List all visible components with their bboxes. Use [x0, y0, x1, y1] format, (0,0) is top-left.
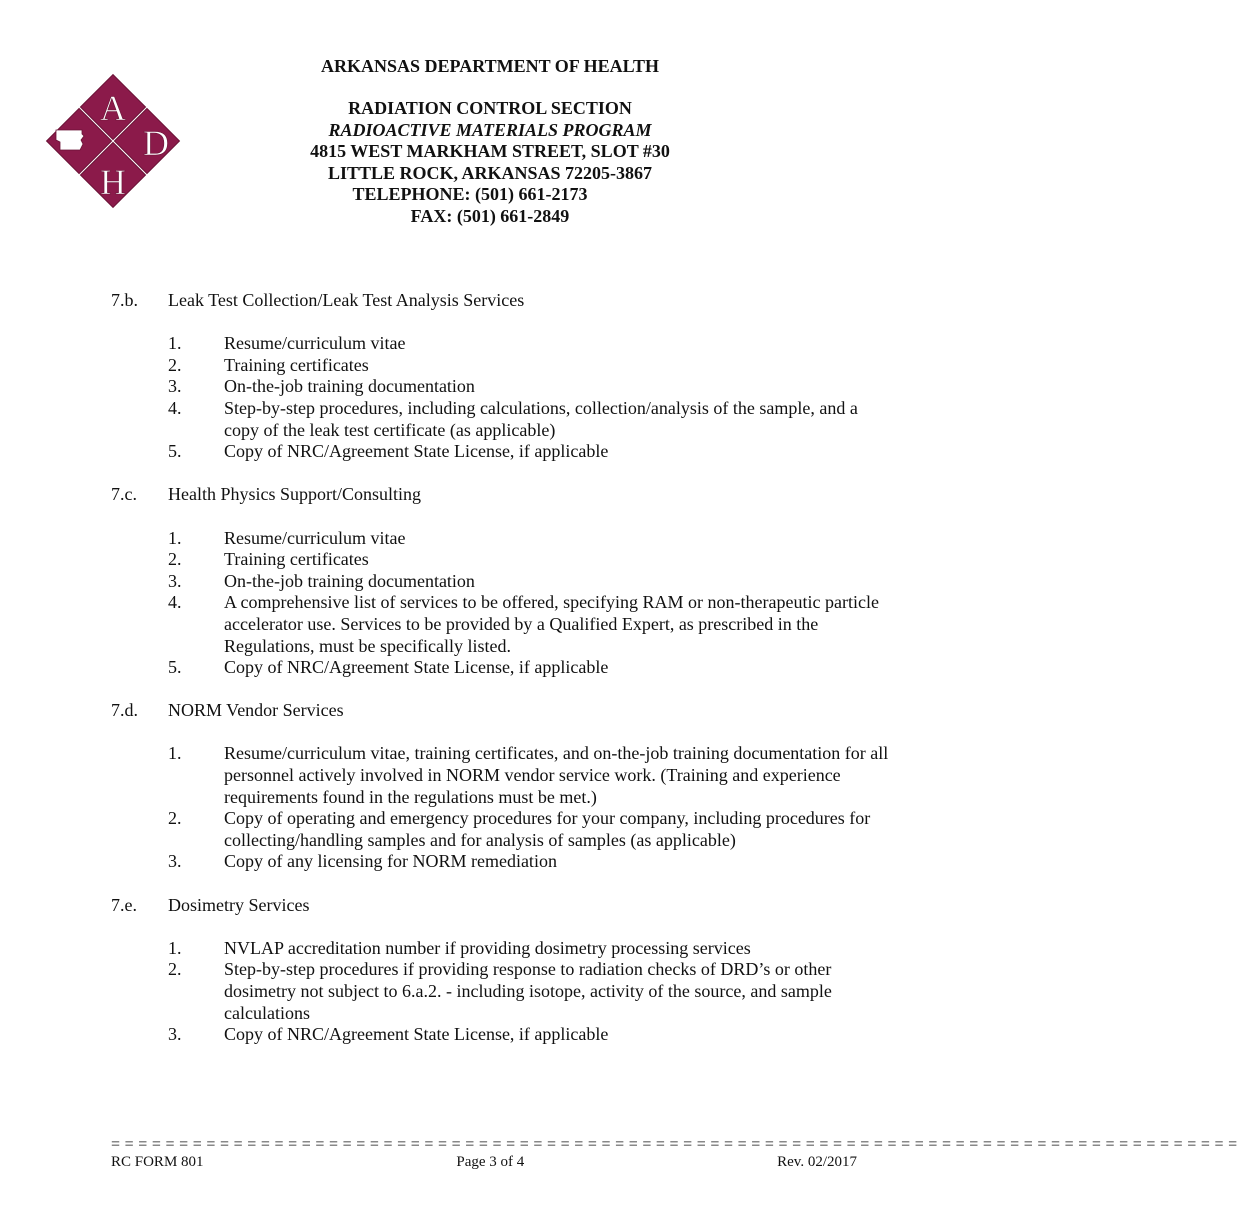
- item-text: Copy of NRC/Agreement State License, if applicable: [224, 1024, 609, 1045]
- list-item: [111, 333, 891, 355]
- item-number: 5.: [168, 657, 182, 678]
- arkansas-state-shape: [56, 130, 84, 150]
- item-number: 3.: [168, 376, 182, 397]
- section-number: 7.e.: [111, 894, 137, 915]
- item-text: Resume/curriculum vitae, training certificates, and on-the-job training documentation for all personnel actively involved in NORM vendor service work. (Training and experience requirements found in the regulations must be met.): [224, 743, 889, 807]
- item-number: 2.: [168, 354, 182, 375]
- item-text: A comprehensive list of services to be offered, specifying RAM or non-therapeutic particle accelerator use. Services to be provided by a Qualified Expert, as prescribed in the Regulations, must be specifically listed.: [224, 592, 879, 656]
- adh-logo: [42, 70, 184, 212]
- section-heading: [111, 290, 891, 312]
- list-item: [111, 851, 891, 873]
- item-text: Copy of NRC/Agreement State License, if applicable: [224, 441, 609, 462]
- section-title: NORM Vendor Services: [168, 700, 344, 721]
- logo-letter-h: H: [100, 162, 126, 202]
- section-title: Leak Test Collection/Leak Test Analysis Services: [168, 290, 525, 310]
- item-number: 1.: [168, 527, 182, 548]
- street-address: 4815 WEST MARKHAM STREET, SLOT #30: [310, 141, 670, 162]
- footer: [111, 1154, 857, 1171]
- item-text: On-the-job training documentation: [224, 376, 475, 397]
- item-number: 1.: [168, 743, 182, 764]
- item-text: On-the-job training documentation: [224, 570, 475, 591]
- requirement-list: [111, 743, 891, 873]
- list-item: [111, 549, 891, 571]
- list-item: [111, 441, 891, 463]
- revision-date: Rev. 02/2017: [777, 1154, 857, 1170]
- requirement-list: [111, 938, 891, 1046]
- section-number: 7.d.: [111, 700, 138, 721]
- item-number: 4.: [168, 592, 182, 613]
- list-item: [111, 808, 891, 851]
- telephone: TELEPHONE: (501) 661-2173: [352, 184, 588, 205]
- section-title: Dosimetry Services: [168, 894, 310, 915]
- item-number: 2.: [168, 549, 182, 570]
- form-number: RC FORM 801: [111, 1154, 204, 1170]
- list-item: [111, 398, 891, 441]
- list-item: [111, 959, 891, 1024]
- footer-rule: = = = = = = = = = = = = = = = = = = = = = = = = = = = = = = = = = = = = = = = = = = = = = = = = = = = = = = = = = = = = = = = = = = = = = = = = = = = = = = = = = = =: [111, 1136, 1237, 1153]
- item-text: Training certificates: [224, 354, 369, 375]
- item-number: 3.: [168, 1024, 182, 1045]
- item-number: 2.: [168, 808, 182, 829]
- section-heading: [111, 895, 891, 917]
- requirement-list: [111, 333, 891, 463]
- logo-letter-d: D: [143, 123, 169, 163]
- fax: FAX: (501) 661-2849: [410, 205, 570, 226]
- item-number: 1.: [168, 937, 182, 958]
- item-text: NVLAP accreditation number if providing dosimetry processing services: [224, 937, 751, 958]
- item-text: Copy of NRC/Agreement State License, if applicable: [224, 657, 609, 678]
- section-title: Health Physics Support/Consulting: [168, 484, 422, 505]
- section-7b: [111, 290, 891, 463]
- section-7e: [111, 895, 891, 1046]
- section-7d: [111, 700, 891, 873]
- item-text: Step-by-step procedures if providing response to radiation checks of DRD’s or other dosimetry not subject to 6.a.2. - including isotope, activity of the source, and sample calculations: [224, 959, 832, 1023]
- list-item: [111, 571, 891, 593]
- requirement-list: [111, 528, 891, 679]
- agency-name: ARKANSAS DEPARTMENT OF HEALTH: [321, 56, 659, 76]
- list-item: [111, 938, 891, 960]
- list-item: [111, 1024, 891, 1046]
- section-heading: [111, 700, 891, 722]
- list-item: [111, 657, 891, 679]
- address-block: [260, 98, 720, 228]
- item-number: 2.: [168, 959, 182, 980]
- item-number: 1.: [168, 333, 182, 354]
- section-name: RADIATION CONTROL SECTION: [348, 98, 632, 118]
- item-text: Copy of operating and emergency procedures for your company, including procedures for collecting/handling samples and for analysis of samples (as applicable): [224, 808, 871, 850]
- logo-letter-a: A: [100, 88, 126, 128]
- section-number: 7.c.: [111, 484, 137, 505]
- program-name: RADIOACTIVE MATERIALS PROGRAM: [328, 119, 652, 140]
- requirements-content: [111, 290, 891, 1067]
- section-7c: [111, 484, 891, 678]
- section-number: 7.b.: [111, 290, 138, 310]
- city-address: LITTLE ROCK, ARKANSAS 72205-3867: [327, 162, 653, 183]
- item-text: Resume/curriculum vitae: [224, 333, 406, 354]
- list-item: [111, 528, 891, 550]
- list-item: [111, 592, 891, 657]
- item-number: 4.: [168, 397, 182, 418]
- item-text: Resume/curriculum vitae: [224, 527, 406, 548]
- page-number: Page 3 of 4: [456, 1154, 525, 1170]
- item-text: Step-by-step procedures, including calculations, collection/analysis of the sample, and a copy of the leak test certificate (as applicable): [224, 397, 858, 440]
- list-item: [111, 743, 891, 808]
- item-text: Copy of any licensing for NORM remediation: [224, 851, 557, 872]
- item-number: 5.: [168, 441, 182, 462]
- item-text: Training certificates: [224, 549, 369, 570]
- item-number: 3.: [168, 851, 182, 872]
- item-number: 3.: [168, 570, 182, 591]
- section-heading: [111, 484, 891, 506]
- list-item: [111, 376, 891, 398]
- list-item: [111, 355, 891, 377]
